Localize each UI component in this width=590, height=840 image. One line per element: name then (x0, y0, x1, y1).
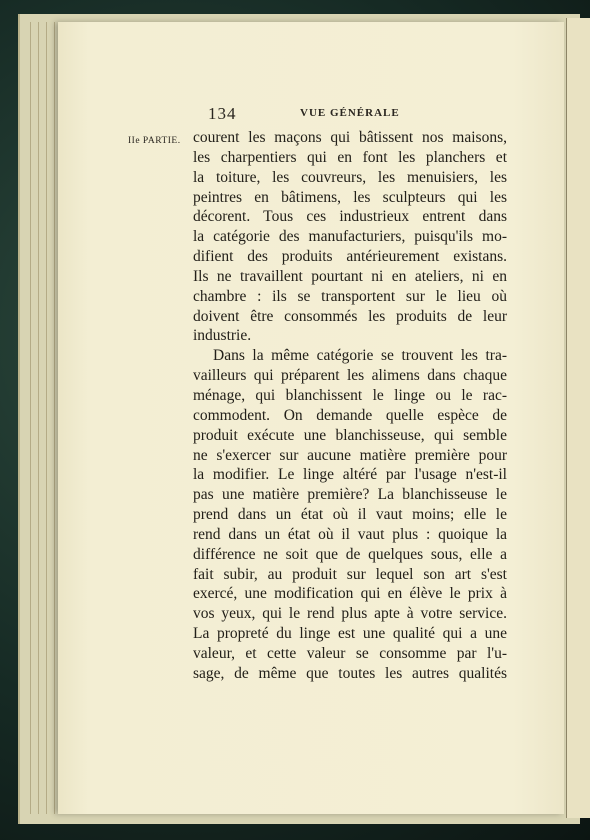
text-line: vailleurs qui préparent les alimens dans chaque (193, 367, 507, 385)
text-line: courent les maçons qui bâtissent nos maisons, (193, 129, 507, 146)
text-line: valeur, et cette valeur se consomme par l'u- (193, 644, 507, 662)
text-line: La propreté du linge est une qualité qui a une (193, 625, 507, 643)
text-line: prend dans un état où il vaut moins; elle le (193, 506, 507, 524)
page-edge-line (54, 22, 55, 814)
page-number: 134 (208, 104, 237, 123)
facing-page-edge (566, 18, 590, 818)
text-line: la catégorie des manufacturiers, puisqu'ils mo- (193, 228, 507, 246)
page-edge-line (46, 22, 47, 814)
page-edge-line (38, 22, 39, 814)
page-header (0, 104, 590, 124)
margin-note: IIe PARTIE. (128, 136, 181, 146)
text-line: doivent être consommés les produits de leur (193, 307, 507, 325)
text-line: rend dans un état où il vaut plus : quoique la (193, 525, 507, 543)
text-line: commodent. On demande quelle espèce de (193, 406, 507, 424)
text-line: décorent. Tous ces industrieux entrent dans (193, 208, 507, 226)
text-line: peintres en bâtimens, les sculpteurs qui les (193, 188, 507, 206)
text-line: Ils ne travaillent pourtant ni en ateliers, ni en (193, 267, 507, 285)
text-line: Dans la même catégorie se trouvent les tra- (213, 347, 507, 365)
running-head: VUE GÉNÉRALE (300, 107, 400, 119)
page-edge-line (30, 22, 31, 814)
text-line: difient des produits antérieurement existans. (193, 248, 507, 266)
text-line: produit exécute une blanchisseuse, qui semble (193, 426, 507, 444)
text-line: chambre : ils se transportent sur le lieu où (193, 287, 507, 305)
text-line: fait subir, au produit sur lequel son art s'est (193, 565, 507, 583)
text-line: la toiture, les couvreurs, les menuisiers, les (193, 168, 507, 186)
text-line: pas une matière première? La blanchisseuse le (193, 486, 507, 504)
text-line: ménage, qui blanchissent le linge ou le rac- (193, 386, 507, 404)
text-line: exercé, une modification qui en élève le prix à (193, 585, 507, 603)
text-line: sage, de même que toutes les autres qualités (193, 664, 507, 682)
text-line: différence ne soit que de quelques sous, elle a (193, 545, 507, 563)
text-line: ne s'exercer sur aucune matière première pour (193, 446, 507, 464)
text-line: vos yeux, qui le rend plus apte à votre service. (193, 605, 507, 623)
text-line: les charpentiers qui en font les planchers et (193, 148, 507, 166)
text-line: la modifier. Le linge altéré par l'usage n'est-il (193, 466, 507, 484)
text-line: industrie. (193, 327, 252, 345)
body-text (193, 128, 507, 684)
